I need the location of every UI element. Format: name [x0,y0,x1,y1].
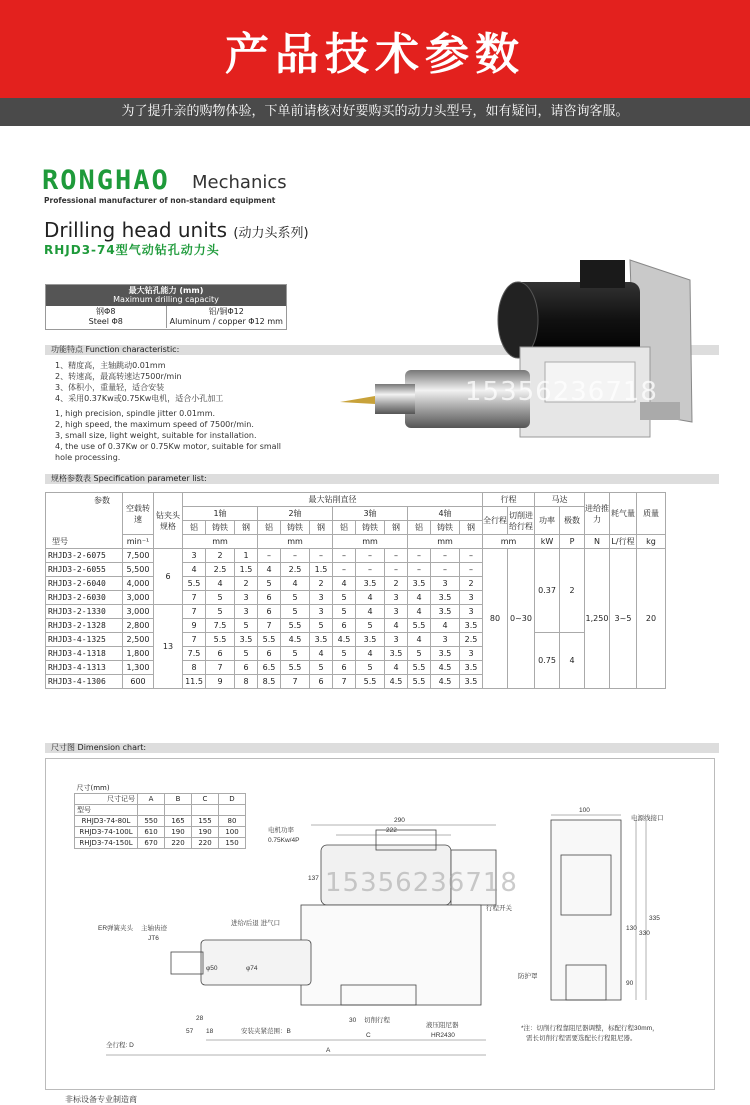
spec-cell: 4 [206,577,235,591]
note-1: *注：切削行程靠阻尼器调整，标配行程30mm， [521,1025,659,1032]
feature-cn-item: 4、采用0.37Kw或0.75Kw电机，适合小孔加工 [55,394,224,403]
feature-cn-item: 2、转速高，最高转速达7500r/min [55,372,182,381]
spec-cell: 6 [258,605,281,619]
feature-en-item: 2, high speed, the maximum speed of 7500r/min. [55,420,254,429]
dim-330: 330 [639,930,650,937]
spec-cell: 2,500 [123,633,154,647]
spec-cell: 1.5 [310,563,333,577]
capacity-row [46,306,286,328]
features-cn [55,360,223,404]
spec-cell: 8 [183,661,206,675]
spec-cell: 1,300 [123,661,154,675]
dim-cell: 165 [165,816,192,827]
spec-cell: 4 [281,577,310,591]
spec-cell: RHJD3-4-1325 [46,633,123,647]
dim-cell: 220 [165,838,192,849]
spec-cell: 5 [356,661,385,675]
dim-h-col: D [219,794,246,805]
spec-cell: 1 [235,549,258,563]
spec-cell: 6 [154,549,183,605]
banner-title: 产品技术参数 [225,29,525,80]
dim-cell: 190 [192,827,219,838]
spec-cell: 80 [483,549,508,689]
spec-cell: 600 [123,675,154,689]
dim-cell: 670 [138,838,165,849]
dim-h-col: A [138,794,165,805]
spec-cell: 4.5 [431,675,460,689]
spec-cell: 3 [235,605,258,619]
capacity-alu [167,306,287,328]
spec-cell: 2.5 [460,633,483,647]
spec-cell: 4 [431,619,460,633]
spec-unit-row [46,535,666,549]
dim-cell: 220 [192,838,219,849]
spec-corner [46,493,123,549]
brand-sub: Mechanics [192,172,287,193]
spec-h-chuck: 钻夹头规格 [154,493,183,549]
spec-cell: 3.5 [431,647,460,661]
steel-cn: 钢Φ8 [96,307,116,316]
dim-row [75,838,246,849]
spec-u-kg: kg [637,535,666,549]
spec-cell: 5,500 [123,563,154,577]
label-full-stroke: 全行程: D [106,1042,134,1049]
spec-cell: 2 [385,577,408,591]
dim-cell: 100 [219,827,246,838]
spec-cell: 5 [258,577,281,591]
capacity-box [45,284,287,330]
spec-h-motor: 马达 [535,493,585,507]
capacity-header [46,285,286,306]
spec-h-mat: 铸铁 [206,521,235,535]
spec-cell: 4 [560,633,585,689]
spec-h-model: 型号 [52,536,68,546]
spec-cell: 3 [460,591,483,605]
spec-cell: 3.5 [431,591,460,605]
spec-cell: 7,500 [123,549,154,563]
spec-cell: – [408,549,431,563]
alu-cn: 铝/铜Φ12 [208,307,244,316]
spec-cell: 4,000 [123,577,154,591]
spec-cell: 1,800 [123,647,154,661]
label-motor-value: 0.75Kw/4P [268,837,300,844]
spec-h-air: 耗气量 [610,493,637,535]
spec-cell: 3 [183,549,206,563]
product-photo [340,252,710,447]
spec-cell: 3,000 [123,605,154,619]
spec-u-mm: mm [333,535,408,549]
dim-30: 30 [349,1017,357,1024]
spec-cell: 5 [281,647,310,661]
features-section-bar: 功能特点 Function characteristic: [45,345,719,355]
feature-en-item: 4, the use of 0.37Kw or 0.75Kw motor, suitable for small hole processing. [55,442,282,462]
spec-cell: 2.5 [206,563,235,577]
spec-cell: – [356,549,385,563]
spec-row [46,633,666,647]
label-motor: 电机功率 [268,827,294,834]
label-limit: 行程开关 [486,905,512,912]
spec-cell: 7 [183,633,206,647]
spec-cell: 5 [356,619,385,633]
dim-18: 18 [206,1028,214,1035]
spec-cell: 0~30 [508,549,535,689]
spec-cell: 6 [235,661,258,675]
watermark-photo: 15356236718 [465,377,658,407]
spec-cell: 0.75 [535,633,560,689]
spec-cell: 4.5 [385,675,408,689]
spec-cell: 2 [460,577,483,591]
spec-cell: 5.5 [258,633,281,647]
spec-h-feed: 进给推力 [585,493,610,535]
spec-cell: 4 [385,661,408,675]
feature-en-item: 1, high precision, spindle jitter 0.01mm. [55,409,216,418]
spec-cell: 3.5 [431,605,460,619]
spec-cell: 4.5 [333,633,356,647]
dim-222: 222 [386,827,397,834]
spec-cell: 3.5 [460,619,483,633]
spec-cell: – [333,563,356,577]
spec-cell: 7 [258,619,281,633]
spec-h-mat: 钢 [385,521,408,535]
spec-cell: 5 [333,647,356,661]
spec-cell: – [460,563,483,577]
dim-130: 130 [626,925,637,932]
spec-cell: 3.5 [356,577,385,591]
spec-cell: 6 [310,675,333,689]
spec-h-mat: 铝 [408,521,431,535]
spec-h-weight: 质量 [637,493,666,535]
spec-cell: 5.5 [408,661,431,675]
spec-h-axis: 4轴 [408,507,483,521]
spec-h-param: 参数 [94,495,110,505]
spec-body [46,549,666,689]
spec-cell: 7 [183,591,206,605]
spec-cell: 5 [408,647,431,661]
label-install: 安装夹紧范围：B [241,1028,291,1035]
spec-h-axis: 1轴 [183,507,258,521]
dim-d74: φ74 [246,965,258,972]
spec-cell: 3~5 [610,549,637,689]
spec-cell: 3 [431,577,460,591]
spec-u-mm: mm [183,535,258,549]
spec-cell: 2 [235,577,258,591]
spec-cell: 2 [310,577,333,591]
spec-h-axis: 2轴 [258,507,333,521]
spec-h-cut: 切削进给行程 [508,507,535,535]
spec-cell: – [431,549,460,563]
note-2: 需长切削行程需要选配长行程阻尼器。 [526,1035,637,1042]
spec-cell: 3.5 [460,675,483,689]
spec-cell: 3.5 [235,633,258,647]
footer-note: 非标设备专业制造商 [65,1095,137,1104]
spec-h-mat: 铝 [333,521,356,535]
dim-row-model: RHJD3-74-100L [75,827,138,838]
spec-table [45,492,666,689]
spec-cell: 13 [154,605,183,689]
label-cable: 电源线接口 [631,815,664,822]
spec-cell: 5 [235,647,258,661]
spec-cell: 1.5 [235,563,258,577]
spec-cell: – [281,549,310,563]
spec-cell: 5.5 [281,661,310,675]
spec-cell: 1,250 [585,549,610,689]
spec-cell: 2 [560,549,585,633]
product-title-cn: (动力头系列) [233,226,309,241]
brand-tagline: Professional manufacturer of non-standard equipment [44,196,276,205]
spec-h-mat: 钢 [235,521,258,535]
spec-cell: 8.5 [258,675,281,689]
spec-cell: 3.5 [460,661,483,675]
spec-cell: RHJD3-4-1318 [46,647,123,661]
spec-h-mat: 铝 [258,521,281,535]
label-guard: 防护罩 [518,973,538,980]
spec-cell: 7.5 [183,647,206,661]
spec-h-mat: 铸铁 [281,521,310,535]
spec-cell: 5.5 [183,577,206,591]
dim-cell: 610 [138,827,165,838]
spec-cell: 3.5 [310,633,333,647]
spec-cell: 2 [206,549,235,563]
dim-90: 90 [626,980,634,987]
dim-cell: 190 [165,827,192,838]
spec-cell: 6 [206,647,235,661]
dim-row [75,827,246,838]
spec-cell: RHJD3-4-1306 [46,675,123,689]
spec-h-mat: 钢 [310,521,333,535]
spec-cell: 0.37 [535,549,560,633]
spec-h-mat: 铝 [183,521,206,535]
capacity-head-cn: 最大钻孔能力 (mm) [128,286,204,295]
alu-en: Aluminum / copper Φ12 mm [169,317,283,326]
steel-en: Steel Φ8 [88,317,123,326]
feature-cn-item: 3、体积小，重量轻，适合安装 [55,383,165,392]
spec-cell: 3 [385,591,408,605]
dim-cell: 155 [192,816,219,827]
spec-cell: 4 [385,619,408,633]
spec-h-maxdia: 最大钻削直径 [183,493,483,507]
spec-cell: – [356,563,385,577]
spec-cell: 3 [385,605,408,619]
dim-cell: 550 [138,816,165,827]
spec-cell: 6 [258,591,281,605]
spec-cell: 5.5 [281,619,310,633]
spec-cell: 6 [333,619,356,633]
dim-row-model: RHJD3-74-150L [75,838,138,849]
label-er: ER弹簧夹头 [98,925,134,932]
spec-cell: – [408,563,431,577]
dim-unit: 尺寸(mm) [76,784,110,792]
spec-cell: – [431,563,460,577]
spec-h-mat: 钢 [460,521,483,535]
spec-cell: 4 [408,605,431,619]
dim-row [75,816,246,827]
spec-cell: – [310,549,333,563]
dim-335: 335 [649,915,660,922]
spec-h-mat: 铸铁 [431,521,460,535]
spec-cell: 6 [258,647,281,661]
dim-header-row [75,794,246,805]
spec-cell: RHJD3-2-1328 [46,619,123,633]
capacity-head-en: Maximum drilling capacity [113,295,219,304]
spec-cell: 5 [333,605,356,619]
spec-cell: 3 [310,591,333,605]
spec-cell: 6.5 [258,661,281,675]
brand-logo: RONGHAO [42,165,170,196]
notice-bar: 为了提升亲的购物体验，下单前请核对好要购买的动力头型号，如有疑问，请咨询客服。 [0,98,750,126]
dim-a: A [326,1047,331,1054]
spec-u-air: L/行程 [610,535,637,549]
spec-cell: 4 [408,591,431,605]
spec-h-stroke: 行程 [483,493,535,507]
spec-cell: RHJD3-2-6040 [46,577,123,591]
spec-cell: 5 [206,605,235,619]
dim-cell: 80 [219,816,246,827]
spec-cell: 11.5 [183,675,206,689]
spec-h-axis: 3轴 [333,507,408,521]
spec-cell: 5 [281,605,310,619]
spec-cell: – [385,563,408,577]
spec-cell: 5 [206,591,235,605]
dim-100: 100 [579,807,590,814]
spec-cell: 7.5 [206,619,235,633]
spec-cell: 6 [333,661,356,675]
spec-cell: – [333,549,356,563]
spec-cell: 3.5 [356,633,385,647]
spec-cell: 5 [333,591,356,605]
spec-cell: 4 [356,647,385,661]
spec-cell: 5 [235,619,258,633]
dim-h-col: B [165,794,192,805]
spec-cell: 4 [356,591,385,605]
spec-u-mm: mm [483,535,535,549]
spec-cell: 4 [183,563,206,577]
dim-57: 57 [186,1028,194,1035]
spec-cell: 3 [460,605,483,619]
label-hr: HR2430 [431,1032,455,1039]
spec-cell: 3.5 [385,647,408,661]
spec-cell: – [258,549,281,563]
dim-section-bar: 尺寸图 Dimension chart: [45,743,719,753]
spec-cell: 7 [183,605,206,619]
spec-cell: 5.5 [206,633,235,647]
spec-row [46,549,666,563]
spec-cell: 5.5 [356,675,385,689]
dim-size-table [74,783,246,849]
spec-cell: 2,800 [123,619,154,633]
spec-cell: RHJD3-4-1313 [46,661,123,675]
spec-u-kw: kW [535,535,560,549]
feature-en-item: 3, small size, light weight, suitable for installation. [55,431,257,440]
dim-h-col: C [192,794,219,805]
spec-h-speed: 空载转速 [123,493,154,535]
dim-28: 28 [196,1015,204,1022]
spec-u-speed: min⁻¹ [123,535,154,549]
spec-u-mm: mm [408,535,483,549]
spec-h-full: 全行程 [483,507,508,535]
label-damper: 液压阻尼器 [426,1022,459,1029]
label-cut-adjust: 切削行程 [364,1017,390,1024]
spec-u-n: N [585,535,610,549]
dim-c: C [366,1032,371,1039]
spec-header-row [46,493,666,507]
dim-290: 290 [394,817,405,824]
spec-cell: 4 [408,633,431,647]
spec-cell: RHJD3-2-1330 [46,605,123,619]
watermark-drawing: 15356236718 [325,868,518,898]
spec-h-power: 功率 [535,507,560,535]
dim-d50: φ50 [206,965,218,972]
spec-cell: 3 [235,591,258,605]
spec-section-bar: 规格参数表 Specification parameter list: [45,474,719,484]
spec-h-mat: 铸铁 [356,521,385,535]
label-spindle: 主轴齿迹 [141,925,167,932]
label-jt6: JT6 [148,935,159,942]
spec-cell: 9 [206,675,235,689]
spec-cell: 3.5 [408,577,431,591]
dim-cell: 150 [219,838,246,849]
spec-cell: 5.5 [408,619,431,633]
spec-cell: 5 [310,661,333,675]
spec-cell: 5.5 [408,675,431,689]
capacity-steel [46,306,167,328]
spec-u-mm: mm [258,535,333,549]
spec-cell: 5 [281,591,310,605]
feature-cn-item: 1、精度高，主轴跳动0.01mm [55,361,166,370]
spec-cell: RHJD3-2-6030 [46,591,123,605]
spec-cell: 4.5 [431,661,460,675]
product-model: RHJD3-74型气动钻孔动力头 [44,243,220,257]
spec-cell: 4.5 [281,633,310,647]
spec-cell: 4 [310,647,333,661]
spec-cell: 2.5 [281,563,310,577]
dim-row-model: RHJD3-74-80L [75,816,138,827]
product-title [44,218,309,242]
spec-cell: 9 [183,619,206,633]
spec-u-p: P [560,535,585,549]
spec-cell: 7 [333,675,356,689]
title-banner [0,0,750,98]
spec-cell: 5 [310,619,333,633]
dim-h-model: 型号 [75,805,138,816]
spec-cell: 3 [460,647,483,661]
spec-cell: 8 [235,675,258,689]
spec-cell: 7 [206,661,235,675]
spec-cell: 4 [356,605,385,619]
spec-cell: 3,000 [123,591,154,605]
spec-cell: 7 [281,675,310,689]
spec-cell: RHJD3-2-6055 [46,563,123,577]
spec-cell: – [385,549,408,563]
spec-h-poles: 极数 [560,507,585,535]
spec-cell: 3 [385,633,408,647]
spec-cell: 3 [310,605,333,619]
spec-cell: – [460,549,483,563]
dim-137: 137 [308,875,319,882]
dim-h-code: 尺寸记号 [75,794,138,805]
spec-cell: 20 [637,549,666,689]
spec-cell: 3 [431,633,460,647]
label-air: 进给/后退 进气口 [231,920,281,927]
spec-cell: RHJD3-2-6075 [46,549,123,563]
spec-cell: 4 [258,563,281,577]
product-title-en: Drilling head units [44,218,228,242]
spec-cell: 4 [333,577,356,591]
features-en [55,408,295,463]
